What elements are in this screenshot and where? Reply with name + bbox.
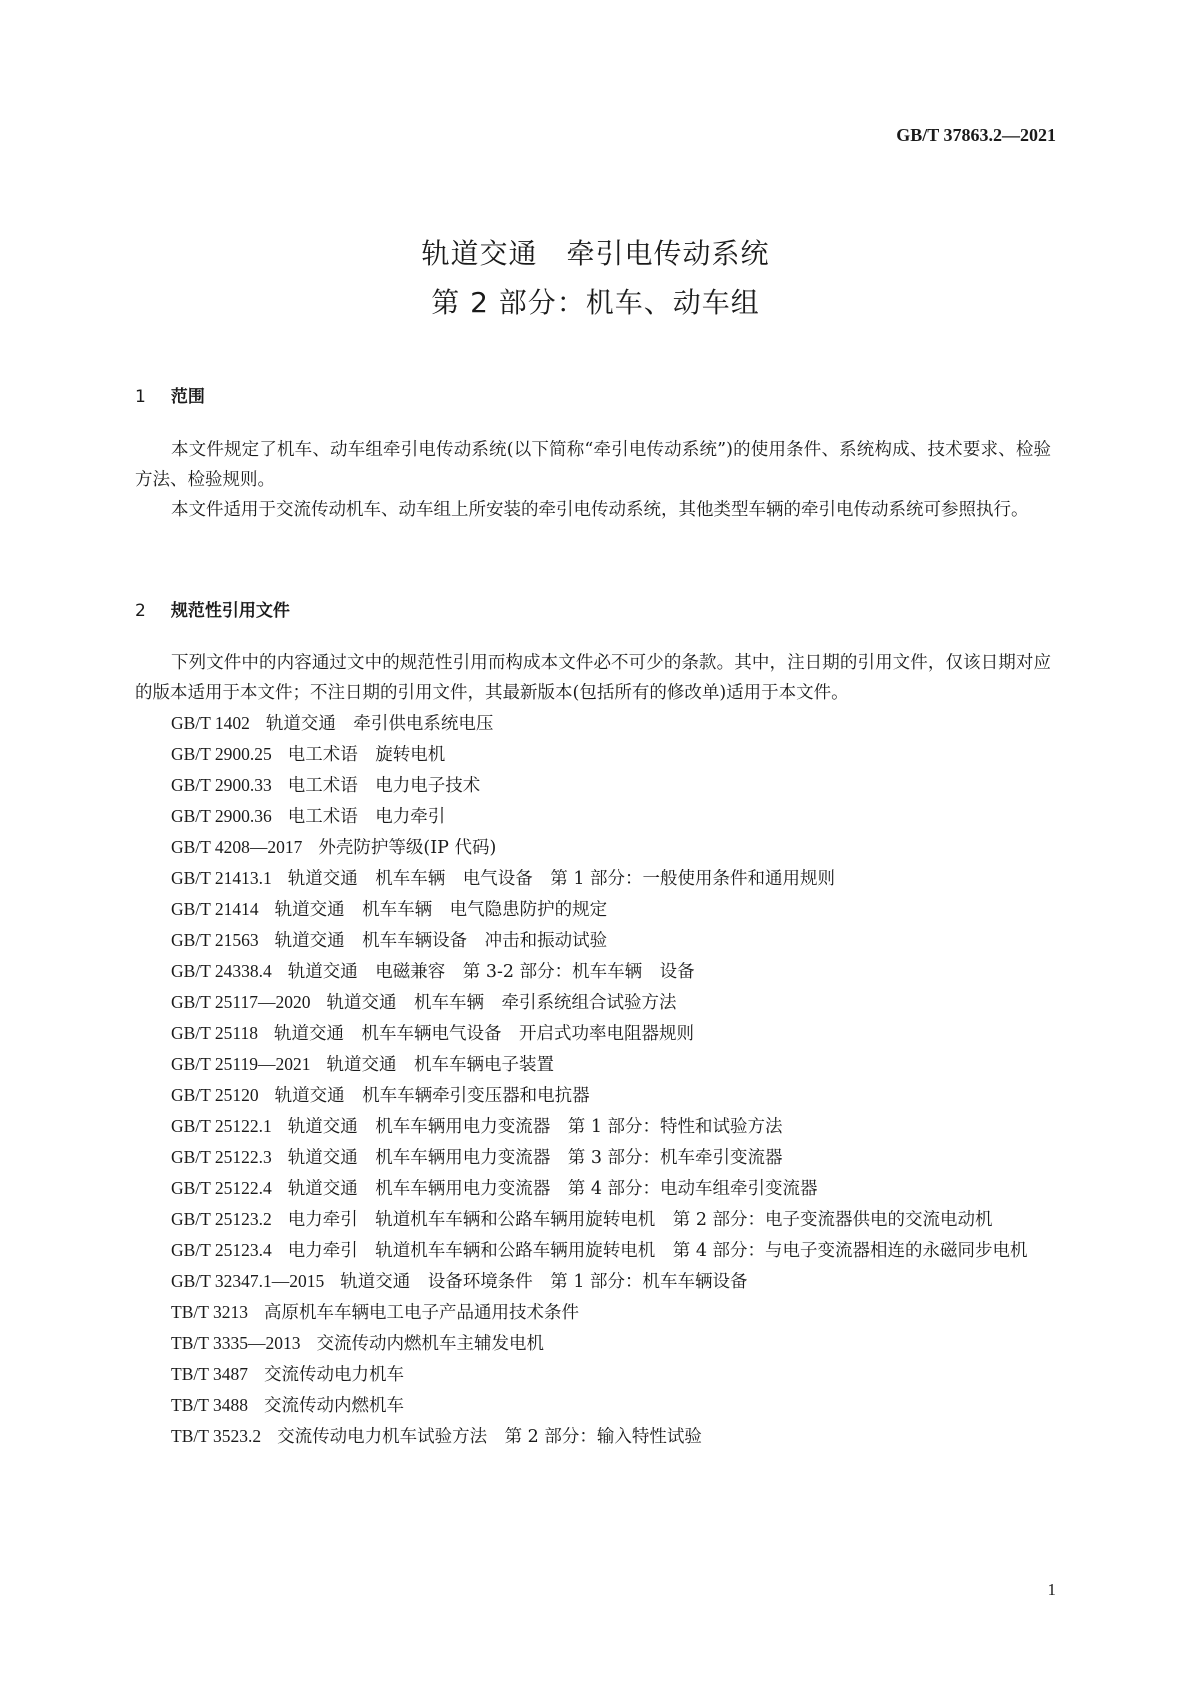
- reference-code: GB/T 25119—2021: [171, 1054, 311, 1074]
- reference-title: 电工术语 电力电子技术: [287, 776, 481, 796]
- reference-title: 交流传动电力机车: [263, 1365, 404, 1385]
- reference-code: GB/T 4208—2017: [171, 837, 303, 857]
- reference-title: 电力牵引 轨道机车车辆和公路车辆用旋转电机 第 2 部分：电子变流器供电的交流电动机: [287, 1210, 993, 1230]
- reference-code: GB/T 2900.25: [171, 744, 272, 764]
- reference-code: GB/T 2900.36: [171, 806, 272, 826]
- reference-title: 轨道交通 设备环境条件 第 1 部分：机车车辆设备: [340, 1272, 748, 1292]
- reference-code: GB/T 25122.4: [171, 1178, 272, 1198]
- reference-title: 轨道交通 机车车辆用电力变流器 第 1 部分：特性和试验方法: [287, 1117, 783, 1137]
- reference-code: GB/T 1402: [171, 713, 250, 733]
- reference-title: 交流传动内燃机车: [263, 1396, 404, 1416]
- reference-title: 轨道交通 机车车辆 电气隐患防护的规定: [274, 900, 608, 920]
- reference-title: 轨道交通 机车车辆电气设备 开启式功率电阻器规则: [274, 1024, 695, 1044]
- reference-item: [135, 1328, 1051, 1359]
- reference-list: [135, 708, 1051, 1452]
- reference-title: 外壳防护等级(IP 代码): [318, 838, 497, 858]
- reference-item: [135, 925, 1051, 956]
- reference-item: [135, 832, 1051, 863]
- reference-item: [135, 1235, 1051, 1266]
- section-1-body: [135, 435, 1051, 525]
- reference-code: GB/T 21563: [171, 930, 259, 950]
- reference-item: [135, 1390, 1051, 1421]
- reference-item: [135, 1173, 1051, 1204]
- reference-code: GB/T 25122.3: [171, 1147, 272, 1167]
- reference-code: GB/T 25123.4: [171, 1240, 272, 1260]
- paragraph: 本文件规定了机车、动车组牵引电传动系统(以下简称“牵引电传动系统”)的使用条件、系统构成、技术要求、检验方法、检验规则。: [135, 440, 1051, 490]
- reference-item: [135, 1142, 1051, 1173]
- reference-code: TB/T 3213: [171, 1302, 248, 1322]
- standard-code: GB/T 37863.2—2021: [896, 125, 1056, 145]
- reference-code: GB/T 25123.2: [171, 1209, 272, 1229]
- reference-item: [135, 770, 1051, 801]
- reference-title: 轨道交通 电磁兼容 第 3-2 部分：机车车辆 设备: [287, 962, 695, 982]
- reference-title: 轨道交通 机车车辆 电气设备 第 1 部分：一般使用条件和通用规则: [287, 869, 836, 889]
- section-number: 1: [135, 387, 146, 407]
- reference-item: [135, 987, 1051, 1018]
- reference-code: GB/T 25118: [171, 1023, 259, 1043]
- reference-item: [135, 1049, 1051, 1080]
- page-number: 1: [1047, 1580, 1056, 1599]
- reference-title: 高原机车车辆电工电子产品通用技术条件: [263, 1303, 579, 1323]
- reference-code: GB/T 21414: [171, 899, 259, 919]
- document-title-line2: 第 2 部分：机车、动车组: [431, 286, 760, 319]
- section-number: 2: [135, 601, 146, 621]
- reference-item: [135, 1111, 1051, 1142]
- reference-item: [135, 1266, 1051, 1297]
- reference-code: GB/T 2900.33: [171, 775, 272, 795]
- reference-title: 交流传动电力机车试验方法 第 2 部分：输入特性试验: [277, 1427, 702, 1447]
- reference-title: 轨道交通 机车车辆电子装置: [326, 1055, 555, 1075]
- paragraph: 本文件适用于交流传动机车、动车组上所安装的牵引电传动系统，其他类型车辆的牵引电传动系统可参照执行。: [171, 500, 1029, 520]
- reference-code: GB/T 21413.1: [171, 868, 272, 888]
- reference-item: [135, 801, 1051, 832]
- reference-code: GB/T 25120: [171, 1085, 259, 1105]
- reference-item: [135, 1421, 1051, 1452]
- reference-item: [135, 1204, 1051, 1235]
- reference-item: [135, 1359, 1051, 1390]
- reference-title: 轨道交通 机车车辆用电力变流器 第 3 部分：机车牵引变流器: [287, 1148, 783, 1168]
- section-2-body: [135, 648, 1051, 1452]
- reference-title: 电工术语 旋转电机: [287, 745, 446, 765]
- section-2-heading: [135, 596, 290, 621]
- reference-item: [135, 894, 1051, 925]
- reference-item: [135, 1080, 1051, 1111]
- reference-item: [135, 708, 1051, 739]
- reference-code: GB/T 32347.1—2015: [171, 1271, 325, 1291]
- reference-code: TB/T 3487: [171, 1364, 248, 1384]
- section-1-heading: [135, 382, 205, 407]
- reference-title: 轨道交通 机车车辆牵引变压器和电抗器: [274, 1086, 590, 1106]
- reference-code: TB/T 3335—2013: [171, 1333, 301, 1353]
- reference-code: TB/T 3488: [171, 1395, 248, 1415]
- reference-code: GB/T 25117—2020: [171, 992, 311, 1012]
- reference-title: 轨道交通 机车车辆用电力变流器 第 4 部分：电动车组牵引变流器: [287, 1179, 818, 1199]
- paragraph: 下列文件中的内容通过文中的规范性引用而构成本文件必不可少的条款。其中，注日期的引用文件，仅该日期对应的版本适用于本文件；不注日期的引用文件，其最新版本(包括所有的修改单)适用于本文件。: [135, 653, 1051, 703]
- reference-title: 轨道交通 机车车辆 牵引系统组合试验方法: [326, 993, 677, 1013]
- section-title: 规范性引用文件: [170, 601, 290, 621]
- reference-title: 轨道交通 牵引供电系统电压: [265, 714, 494, 734]
- reference-item: [135, 1018, 1051, 1049]
- reference-title: 交流传动内燃机车主辅发电机: [316, 1334, 544, 1354]
- reference-title: 电力牵引 轨道机车车辆和公路车辆用旋转电机 第 4 部分：与电子变流器相连的永磁同步电机: [287, 1241, 1028, 1261]
- reference-title: 轨道交通 机车车辆设备 冲击和振动试验: [274, 931, 608, 951]
- reference-code: GB/T 25122.1: [171, 1116, 272, 1136]
- reference-item: [135, 956, 1051, 987]
- reference-item: [135, 1297, 1051, 1328]
- reference-title: 电工术语 电力牵引: [287, 807, 446, 827]
- reference-code: TB/T 3523.2: [171, 1426, 262, 1446]
- section-title: 范围: [170, 387, 205, 407]
- reference-code: GB/T 24338.4: [171, 961, 272, 981]
- reference-item: [135, 739, 1051, 770]
- reference-item: [135, 863, 1051, 894]
- document-title-line1: 轨道交通 牵引电传动系统: [421, 237, 770, 270]
